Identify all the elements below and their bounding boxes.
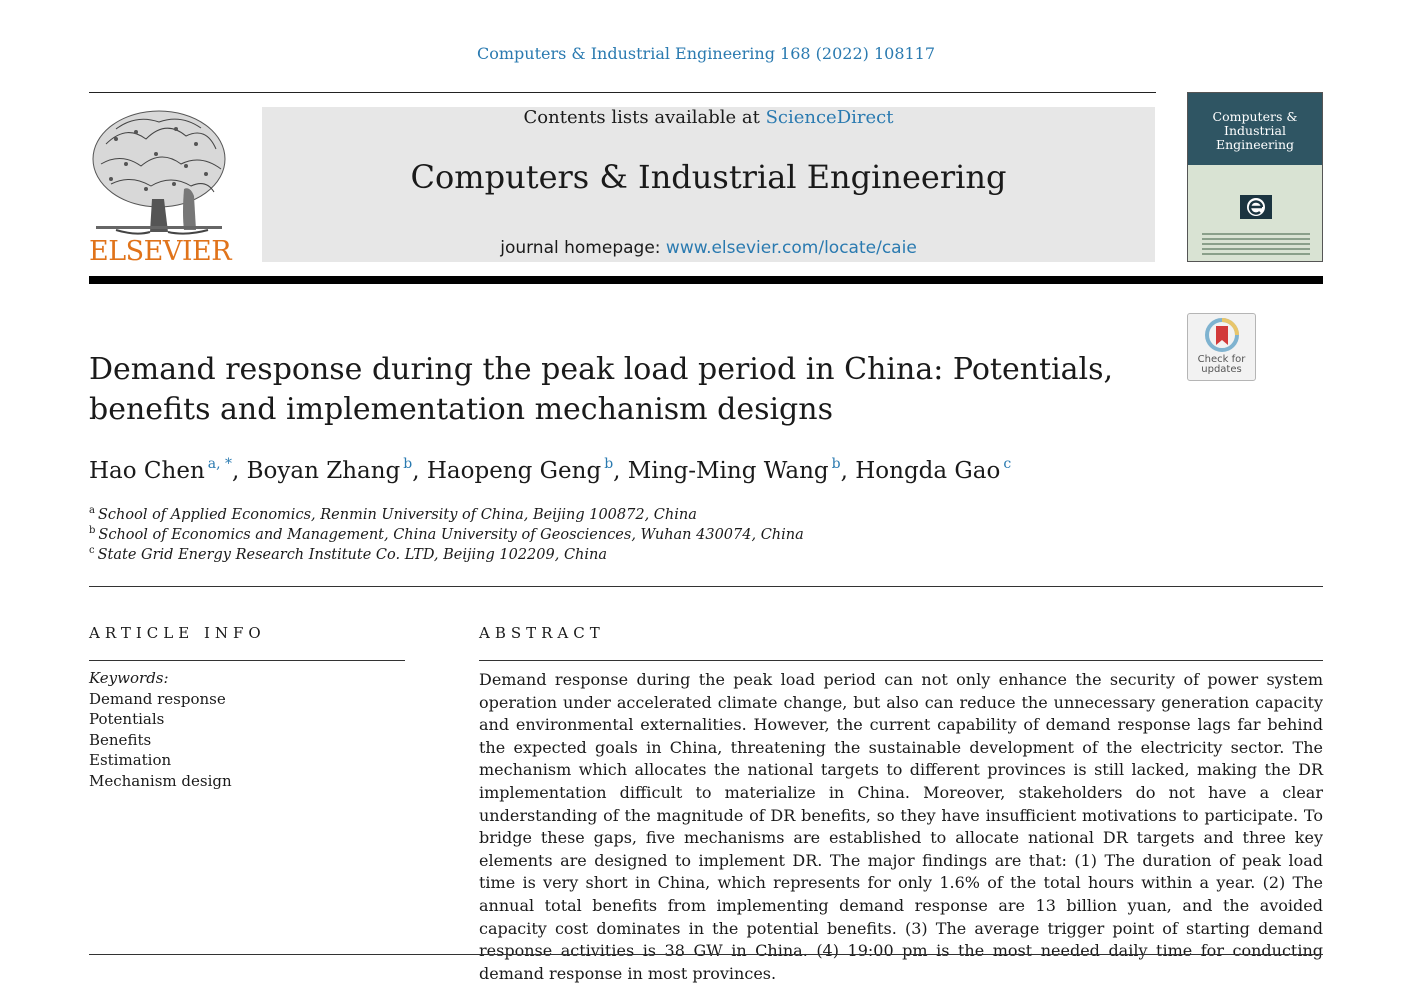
check-for-updates-label [1188, 355, 1255, 375]
journal-name: Computers & Industrial Engineering [410, 158, 1007, 196]
keyword-item: Estimation [89, 751, 172, 769]
abstract-text: Demand response during the peak load period can not only enhance the security of power system operation under accelerated climate change, but also can reduce the unnecessary generation capacity and environmental externalities. However, the current capability of demand response lags far behind the expected goals in China, threatening the sustainable development of the electricity sector. The mechanism which allocates the national targets to different provinces is still lacked, making the DR implementation difficult to materialize in China. Moreover, stakeholders do not have a clear understanding of the magnitude of DR benefits, so they have insufficient motivations to participate. To bridge these gaps, five mechanisms are established to allocate national DR targets and three key elements are designed to implement DR. The major findings are that: (1) The duration of peak load time is very short in China, which represents for only 1.6% of the total hours within a year. (2) The annual total benefits from implementing demand response are 13 billion yuan, and the avoided capacity cost dominates in the potential benefits. (3) The average trigger point of starting demand response activities is 38 GW in China. (4) 19:00 pm is the most needed daily time for conducting demand response in most provinces. [479, 670, 1323, 983]
update-line: Check for [1197, 354, 1246, 365]
author-affiliation-link[interactable]: c [1003, 456, 1012, 472]
cover-title-line: Computers & [1212, 109, 1298, 124]
check-for-updates-icon [1204, 317, 1240, 353]
keyword-item: Demand response [89, 689, 226, 708]
affiliation-item [89, 545, 804, 565]
author-affiliation-link[interactable]: b [604, 456, 614, 472]
author-list: Hao Chen $^{a, *}$, Boyan Zhang $^b$, Haopeng Geng $^b$, Ming-Ming Wang $^b$, Hongda Gao $^c$ [89, 456, 1012, 484]
top-divider [89, 92, 1156, 93]
author-name: Ming-Ming Wang [627, 458, 829, 484]
affiliation-label: b [89, 525, 96, 536]
header-thick-divider [89, 276, 1323, 284]
contents-line [262, 107, 1155, 129]
homepage-line [262, 237, 1155, 259]
cover-title-line: Engineering [1215, 137, 1295, 152]
author-name: Hongda Gao [855, 458, 1001, 484]
affiliation-item [89, 525, 804, 545]
keywords-list [89, 668, 232, 791]
update-line: updates [1201, 364, 1242, 375]
contents-prefix: Contents lists available at [523, 107, 766, 128]
journal-homepage-link[interactable]: www.elsevier.com/locate/caie [665, 238, 917, 258]
affiliation-text: State Grid Energy Research Institute Co. LTD, Beijing 102209, China [97, 547, 608, 563]
affiliation-text: School of Applied Economics, Renmin University of China, Beijing 100872, China [97, 507, 697, 523]
cover-title [1188, 110, 1322, 152]
author-affiliation-link[interactable]: b [831, 456, 841, 472]
keyword-item: Mechanism design [89, 771, 232, 790]
abstract-divider [479, 660, 1323, 661]
elsevier-e-emblem-icon [1236, 193, 1276, 221]
elsevier-wordmark: ELSEVIER [89, 236, 232, 267]
sciencedirect-link[interactable]: ScienceDirect [765, 107, 894, 128]
keywords-label: Keywords: [89, 669, 169, 687]
author-name: Hao Chen [89, 458, 205, 484]
article-info-heading: ARTICLE INFO [89, 624, 266, 642]
check-for-updates-button[interactable] [1187, 313, 1256, 381]
author-affiliation-link[interactable]: b [403, 456, 413, 472]
affiliation-item [89, 505, 804, 525]
homepage-prefix: journal homepage: [500, 238, 666, 258]
journal-citation-link[interactable]: Computers & Industrial Engineering 168 (2022) 108117 [476, 44, 936, 63]
section-divider [89, 586, 1323, 587]
cover-topic-lines [1202, 233, 1310, 258]
article-info-divider [89, 660, 405, 661]
journal-masthead [262, 107, 1155, 262]
author-affiliation-link[interactable]: a, * [207, 456, 233, 472]
keyword-item: Potentials [89, 710, 165, 728]
article-title: Demand response during the peak load period in China: Potentials, benefits and implementation mechanism designs [89, 352, 1114, 427]
author-name: Haopeng Geng [426, 458, 602, 484]
journal-cover[interactable] [1187, 92, 1323, 262]
affiliation-label: a [89, 505, 95, 516]
keyword-item: Benefits [89, 730, 152, 749]
abstract-heading: ABSTRACT [479, 624, 605, 642]
affiliation-label: c [89, 545, 95, 556]
cover-title-line: Industrial [1224, 123, 1286, 138]
author-name: Boyan Zhang [246, 458, 401, 484]
affiliation-text: School of Economics and Management, China University of Geosciences, Wuhan 430074, China [98, 527, 804, 543]
affiliation-list [89, 505, 804, 565]
bottom-divider [89, 954, 1323, 955]
